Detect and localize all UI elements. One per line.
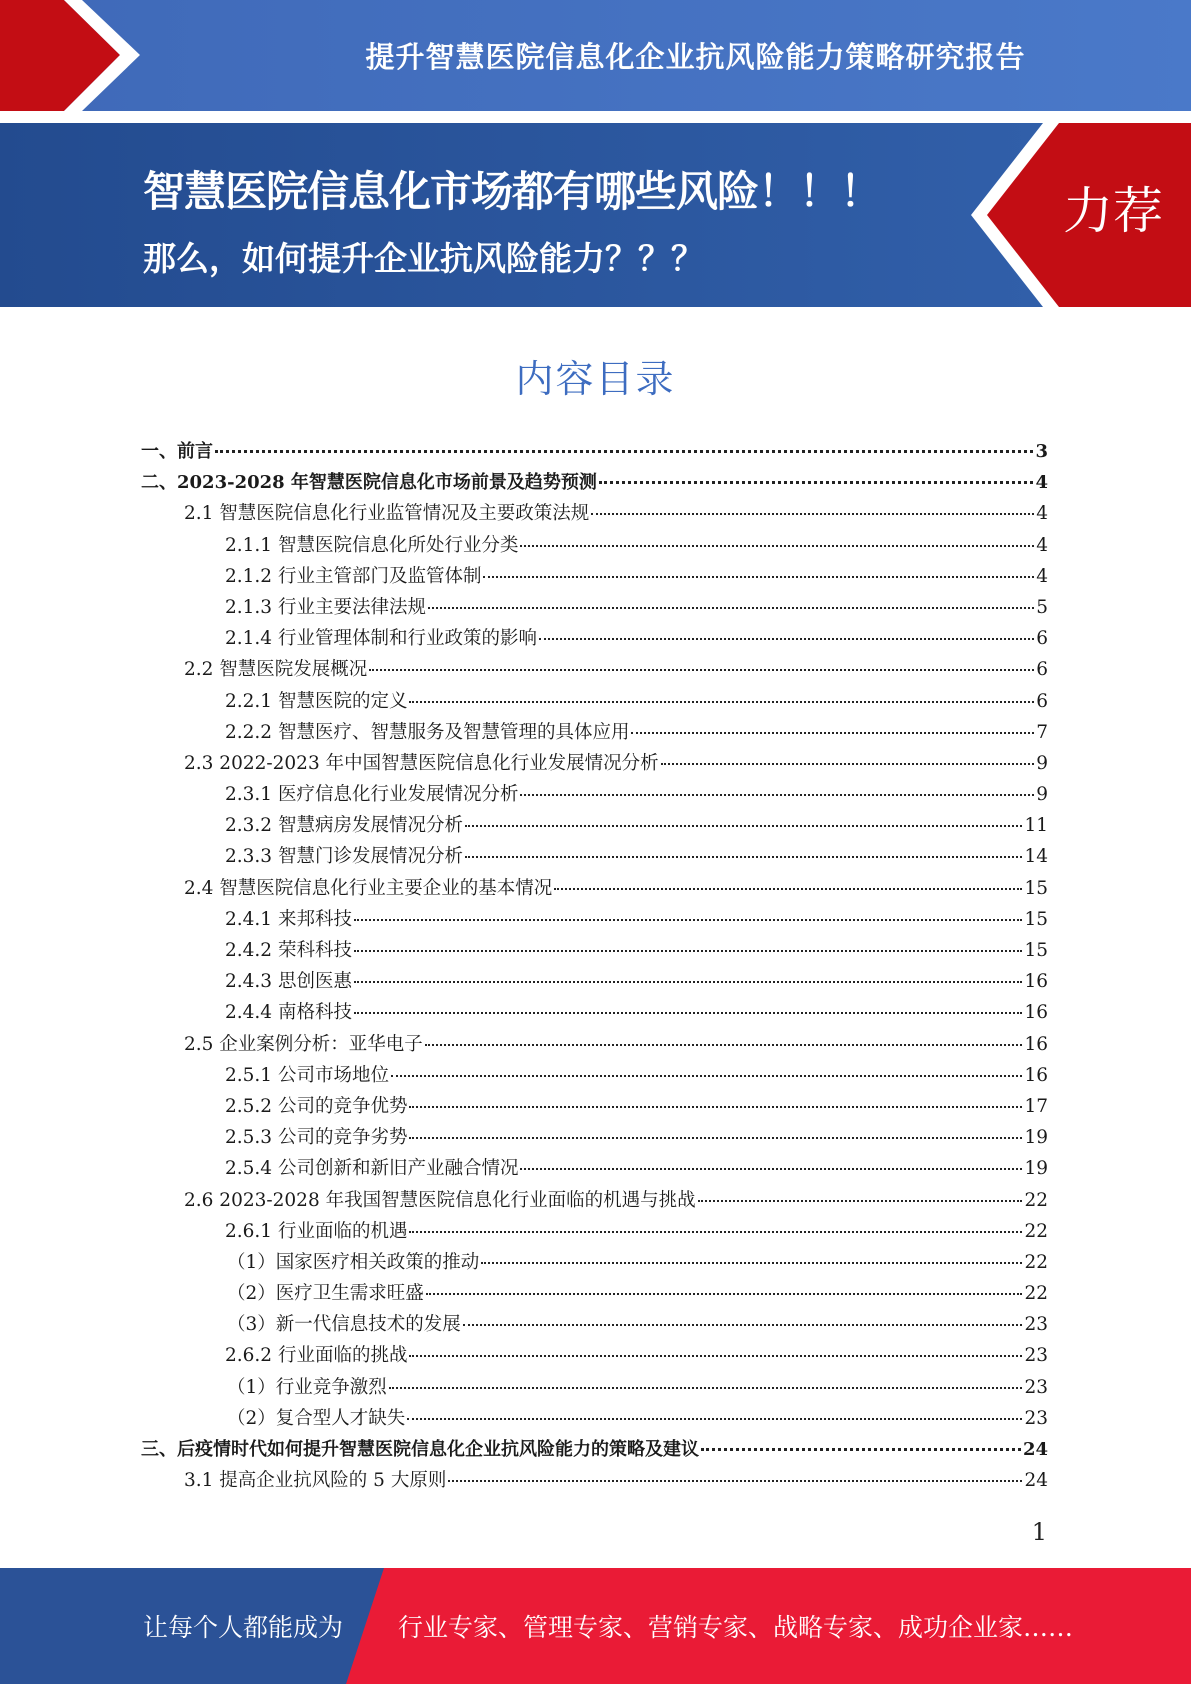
toc-entry[interactable] xyxy=(141,468,1048,499)
hero-headline: 智慧医院信息化市场都有哪些风险！！！ xyxy=(143,167,882,216)
toc-dot-leader xyxy=(409,1137,1022,1139)
toc-dot-leader xyxy=(215,450,1033,453)
toc-dot-leader xyxy=(354,981,1023,983)
toc-dot-leader xyxy=(698,1200,1023,1202)
toc-entry-label: 2.3.1 医疗信息化行业发展情况分析 xyxy=(225,784,519,806)
toc-entry[interactable] xyxy=(141,936,1048,967)
toc-entry[interactable] xyxy=(141,1435,1048,1466)
toc-entry-page: 24 xyxy=(1024,1470,1048,1492)
toc-entry[interactable] xyxy=(141,1154,1048,1185)
toc-entry[interactable] xyxy=(141,1404,1048,1435)
report-title: 提升智慧医院信息化企业抗风险能力策略研究报告 xyxy=(365,40,1026,74)
toc-dot-leader xyxy=(389,1387,1023,1389)
toc-dot-leader xyxy=(425,1044,1023,1046)
toc-dot-leader xyxy=(481,1262,1022,1264)
toc-dot-leader xyxy=(539,638,1034,640)
toc-dot-leader xyxy=(448,1480,1022,1482)
toc-entry-page: 23 xyxy=(1024,1407,1048,1429)
toc-entry-label: 2.3.3 智慧门诊发展情况分析 xyxy=(225,846,463,868)
toc-entry-page: 6 xyxy=(1036,659,1048,681)
toc-entry-label: 2.1.1 智慧医院信息化所处行业分类 xyxy=(225,534,519,556)
toc-entry[interactable] xyxy=(141,1030,1048,1061)
toc-entry-page: 16 xyxy=(1024,1064,1048,1086)
toc-dot-leader xyxy=(409,1231,1022,1233)
toc-entry-label: 2.6.2 行业面临的挑战 xyxy=(225,1345,408,1367)
toc-entry-label: （1）国家医疗相关政策的推动 xyxy=(227,1251,480,1273)
toc-dot-leader xyxy=(354,1012,1023,1014)
toc-entry[interactable] xyxy=(141,687,1048,718)
toc-entry-page: 19 xyxy=(1024,1127,1048,1149)
table-of-contents xyxy=(141,437,1048,1497)
top-banner xyxy=(0,0,1191,111)
toc-entry-page: 22 xyxy=(1024,1251,1048,1273)
toc-entry-page: 5 xyxy=(1036,596,1048,618)
recommend-badge: 力荐 xyxy=(1063,182,1163,240)
toc-entry-page: 7 xyxy=(1036,721,1048,743)
toc-entry-page: 15 xyxy=(1024,908,1048,930)
toc-entry-page: 16 xyxy=(1024,1033,1048,1055)
toc-dot-leader xyxy=(409,1106,1022,1108)
toc-entry-label: 三、后疫情时代如何提升智慧医院信息化企业抗风险能力的策略及建议 xyxy=(141,1439,699,1460)
toc-entry-label: （2）复合型人才缺失 xyxy=(227,1407,406,1429)
toc-entry-page: 6 xyxy=(1036,628,1048,650)
toc-entry-label: 2.1 智慧医院信息化行业监管情况及主要政策法规 xyxy=(184,503,590,525)
toc-heading: 内容目录 xyxy=(515,357,676,401)
toc-entry-page: 14 xyxy=(1024,846,1048,868)
footer-banner xyxy=(0,1568,1191,1684)
toc-dot-leader xyxy=(483,576,1034,578)
toc-entry-page: 17 xyxy=(1024,1095,1048,1117)
toc-entry-label: 2.5.1 公司市场地位 xyxy=(225,1064,389,1086)
toc-dot-leader xyxy=(354,950,1023,952)
red-arrow-decoration xyxy=(0,0,160,111)
toc-entry-label: 2.6 2023-2028 年我国智慧医院信息化行业面临的机遇与挑战 xyxy=(184,1189,696,1211)
toc-entry-label: 2.1.3 行业主要法律法规 xyxy=(225,596,426,618)
toc-entry-label: （3）新一代信息技术的发展 xyxy=(227,1314,461,1336)
toc-entry[interactable] xyxy=(141,967,1048,998)
toc-dot-leader xyxy=(599,481,1034,484)
toc-entry-page: 24 xyxy=(1022,1439,1048,1460)
toc-entry-page: 15 xyxy=(1024,877,1048,899)
toc-dot-leader xyxy=(409,1355,1022,1357)
toc-entry[interactable] xyxy=(141,998,1048,1029)
hero-subheadline: 那么，如何提升企业抗风险能力？？？ xyxy=(143,239,704,278)
toc-entry[interactable] xyxy=(141,1373,1048,1404)
toc-dot-leader xyxy=(409,701,1034,703)
toc-entry[interactable] xyxy=(141,780,1048,811)
toc-dot-leader xyxy=(428,607,1034,609)
toc-dot-leader xyxy=(520,794,1034,796)
toc-entry-page: 11 xyxy=(1024,815,1048,837)
toc-entry[interactable] xyxy=(141,811,1048,842)
toc-entry-label: 2.3 2022-2023 年中国智慧医院信息化行业发展情况分析 xyxy=(184,752,659,774)
toc-entry-label: 2.5 企业案例分析：亚华电子 xyxy=(184,1033,423,1055)
toc-entry[interactable] xyxy=(141,1248,1048,1279)
toc-entry[interactable] xyxy=(141,1310,1048,1341)
toc-entry-label: 2.1.2 行业主管部门及监管体制 xyxy=(225,565,482,587)
toc-entry[interactable] xyxy=(141,842,1048,873)
toc-entry-label: 2.6.1 行业面临的机遇 xyxy=(225,1220,408,1242)
toc-entry-label: 一、前言 xyxy=(141,441,213,462)
toc-entry-label: 二、2023-2028 年智慧医院信息化市场前景及趋势预测 xyxy=(141,472,597,494)
toc-entry-label: 2.4 智慧医院信息化行业主要企业的基本情况 xyxy=(184,877,553,899)
toc-entry-label: 3.1 提高企业抗风险的 5 大原则 xyxy=(184,1470,447,1492)
toc-dot-leader xyxy=(354,919,1023,921)
toc-entry-label: 2.5.3 公司的竞争劣势 xyxy=(225,1127,408,1149)
toc-entry-page: 4 xyxy=(1035,472,1048,494)
toc-dot-leader xyxy=(426,1293,1023,1295)
toc-entry[interactable] xyxy=(141,1279,1048,1310)
toc-entry[interactable] xyxy=(141,905,1048,936)
toc-entry-page: 6 xyxy=(1036,690,1048,712)
toc-entry-label: 2.2 智慧医院发展概况 xyxy=(184,659,368,681)
toc-entry-page: 22 xyxy=(1024,1283,1048,1305)
toc-entry[interactable] xyxy=(141,531,1048,562)
toc-entry-page: 15 xyxy=(1024,940,1048,961)
toc-entry[interactable] xyxy=(141,1061,1048,1092)
toc-entry-label: （2）医疗卫生需求旺盛 xyxy=(227,1283,424,1305)
footer-slogan-right: 行业专家、管理专家、营销专家、战略专家、成功企业家…… xyxy=(398,1613,1074,1642)
toc-entry-page: 3 xyxy=(1035,441,1048,462)
toc-entry-page: 4 xyxy=(1036,534,1048,556)
toc-entry-page: 9 xyxy=(1036,752,1048,774)
toc-entry[interactable] xyxy=(141,1466,1048,1497)
toc-entry-label: 2.4.3 思创医惠 xyxy=(225,971,352,993)
toc-dot-leader xyxy=(391,1075,1022,1077)
hero-banner xyxy=(0,123,1191,307)
page-number: 1 xyxy=(1031,1518,1047,1546)
toc-dot-leader xyxy=(631,732,1034,734)
toc-entry[interactable] xyxy=(141,1092,1048,1123)
toc-entry[interactable] xyxy=(141,437,1048,468)
toc-dot-leader xyxy=(701,1448,1021,1451)
toc-entry-page: 16 xyxy=(1024,971,1048,993)
toc-dot-leader xyxy=(465,856,1022,858)
toc-entry-label: 2.2.2 智慧医疗、智慧服务及智慧管理的具体应用 xyxy=(225,721,630,743)
toc-dot-leader xyxy=(554,888,1022,890)
toc-entry[interactable] xyxy=(141,874,1048,905)
toc-entry-label: 2.4.2 荣科科技 xyxy=(225,940,352,961)
toc-entry-page: 9 xyxy=(1036,784,1048,806)
toc-entry-label: 2.2.1 智慧医院的定义 xyxy=(225,690,408,712)
toc-entry[interactable] xyxy=(141,499,1048,530)
toc-entry[interactable] xyxy=(141,749,1048,780)
toc-entry-page: 23 xyxy=(1024,1314,1048,1336)
toc-entry-label: 2.4.1 来邦科技 xyxy=(225,908,352,930)
toc-entry-page: 23 xyxy=(1024,1376,1048,1398)
toc-entry[interactable] xyxy=(141,1186,1048,1217)
toc-entry[interactable] xyxy=(141,1123,1048,1154)
toc-entry-page: 16 xyxy=(1024,1002,1048,1024)
toc-entry-page: 4 xyxy=(1036,565,1048,587)
toc-entry[interactable] xyxy=(141,562,1048,593)
toc-dot-leader xyxy=(520,545,1034,547)
toc-entry-label: 2.3.2 智慧病房发展情况分析 xyxy=(225,815,463,837)
toc-dot-leader xyxy=(369,669,1034,671)
toc-entry-page: 4 xyxy=(1036,503,1048,525)
toc-entry[interactable] xyxy=(141,1217,1048,1248)
toc-dot-leader xyxy=(661,763,1035,765)
toc-entry-label: （1）行业竞争激烈 xyxy=(227,1376,387,1398)
toc-entry-label: 2.5.2 公司的竞争优势 xyxy=(225,1095,408,1117)
toc-entry-page: 22 xyxy=(1024,1220,1048,1242)
toc-entry-page: 19 xyxy=(1024,1158,1048,1180)
toc-entry[interactable] xyxy=(141,1341,1048,1372)
toc-entry-page: 23 xyxy=(1024,1345,1048,1367)
toc-entry-label: 2.5.4 公司创新和新旧产业融合情况 xyxy=(225,1158,519,1180)
toc-entry-page: 22 xyxy=(1024,1189,1048,1211)
toc-entry-label: 2.4.4 南格科技 xyxy=(225,1002,352,1024)
toc-dot-leader xyxy=(463,1324,1023,1326)
toc-entry[interactable] xyxy=(141,593,1048,624)
toc-dot-leader xyxy=(520,1168,1022,1170)
toc-dot-leader xyxy=(591,513,1034,515)
toc-entry-label: 2.1.4 行业管理体制和行业政策的影响 xyxy=(225,628,537,650)
toc-dot-leader xyxy=(465,825,1022,827)
toc-entry[interactable] xyxy=(141,655,1048,686)
toc-entry[interactable] xyxy=(141,718,1048,749)
toc-entry[interactable] xyxy=(141,624,1048,655)
toc-dot-leader xyxy=(407,1418,1022,1420)
footer-slogan-left: 让每个人都能成为 xyxy=(143,1613,344,1642)
